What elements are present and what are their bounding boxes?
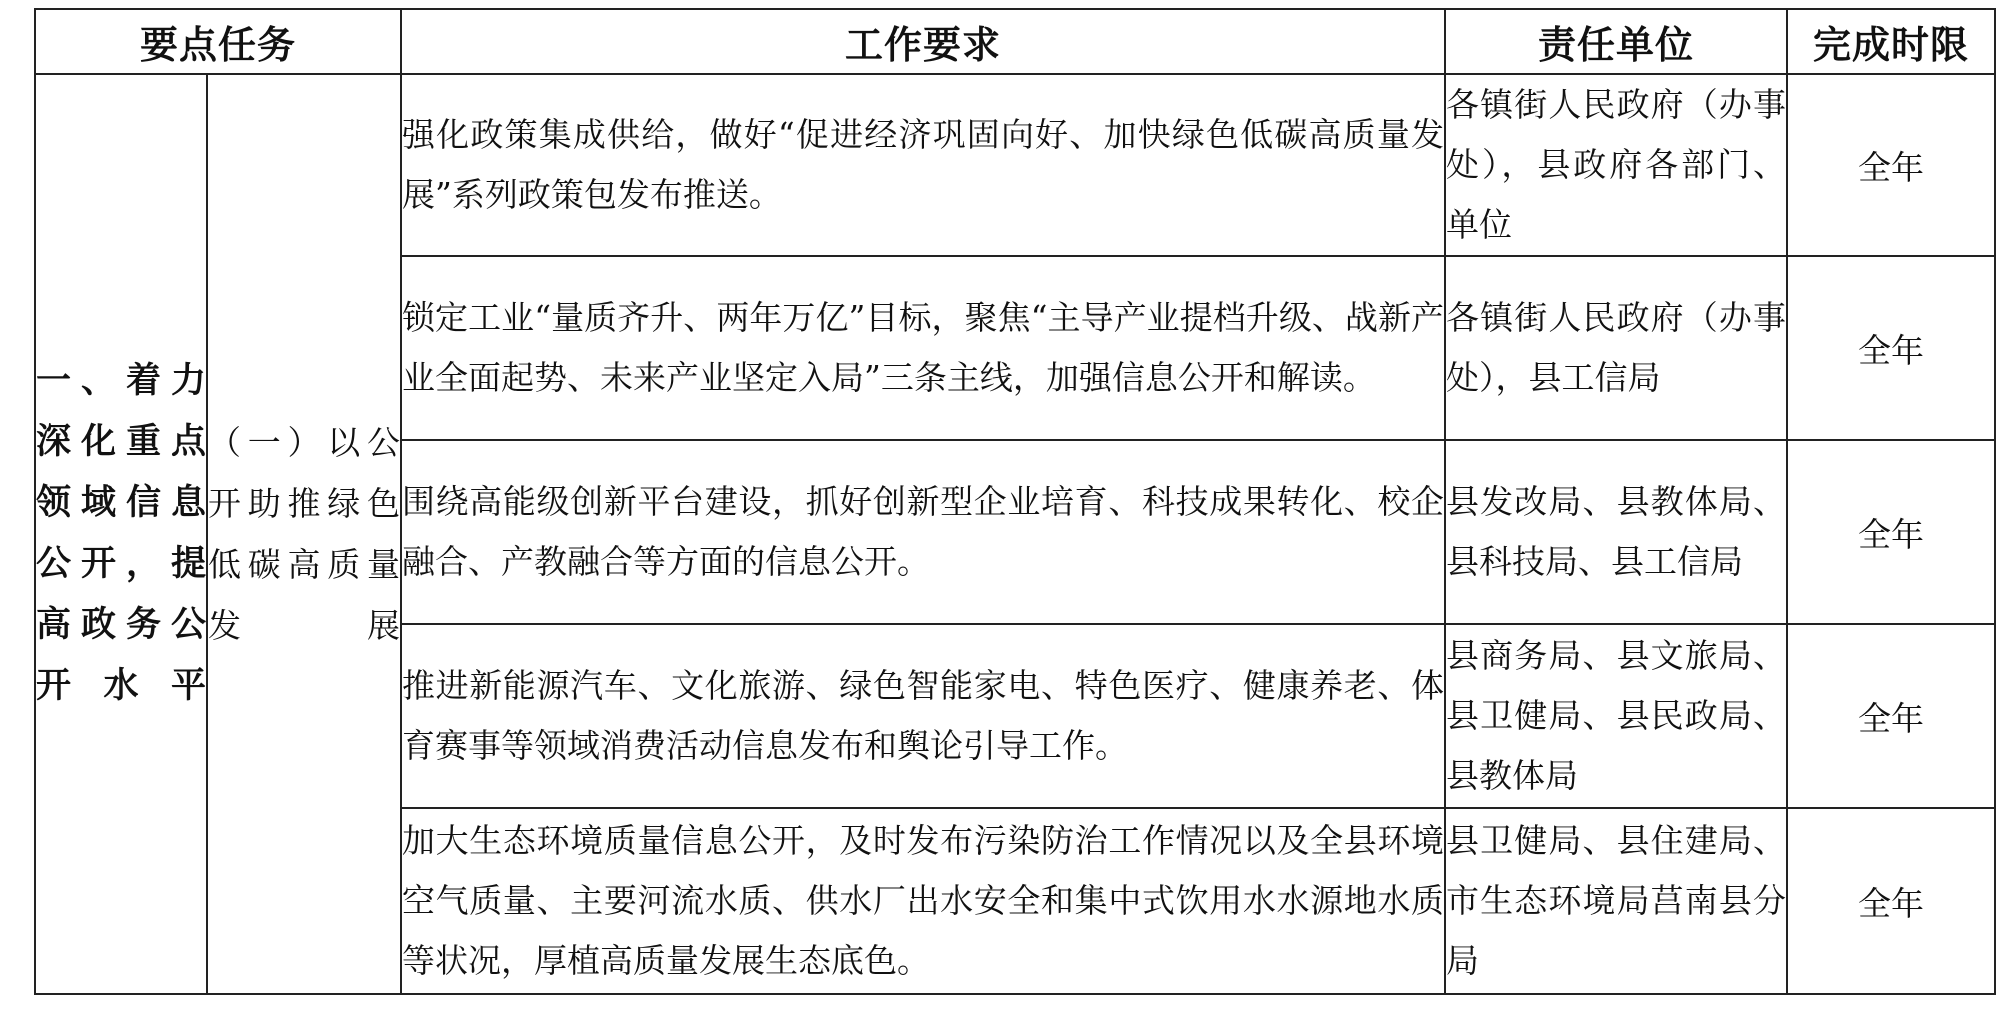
requirement-cell: 加大生态环境质量信息公开，及时发布污染防治工作情况以及全县环境空气质量、主要河流水质、供水厂出水安全和集中式饮用水水源地水质等状况，厚植高质量发展生态底色。 <box>401 808 1445 994</box>
requirement-cell: 推进新能源汽车、文化旅游、绿色智能家电、特色医疗、健康养老、体育赛事等领域消费活动信息发布和舆论引导工作。 <box>401 624 1445 808</box>
requirement-cell: 锁定工业“量质齐升、两年万亿”目标，聚焦“主导产业提档升级、战新产业全面起势、未来产业坚定入局”三条主线，加强信息公开和解读。 <box>401 256 1445 440</box>
responsible-unit-cell: 县商务局、县文旅局、县卫健局、县民政局、县教体局 <box>1445 624 1787 808</box>
requirement-cell: 围绕高能级创新平台建设，抓好创新型企业培育、科技成果转化、校企融合、产教融合等方面的信息公开。 <box>401 440 1445 624</box>
deadline-cell: 全年 <box>1787 440 1995 624</box>
responsible-unit-cell: 各镇街人民政府（办事处），县政府各部门、单位 <box>1445 74 1787 256</box>
deadline-cell: 全年 <box>1787 624 1995 808</box>
header-requirement: 工作要求 <box>401 9 1445 74</box>
task-category-level2: （一）以公开助推绿色低碳高质量发展 <box>207 74 401 994</box>
header-deadline: 完成时限 <box>1787 9 1995 74</box>
responsible-unit-cell: 县卫健局、县住建局、市生态环境局莒南县分局 <box>1445 808 1787 994</box>
deadline-cell: 全年 <box>1787 808 1995 994</box>
task-category-level1: 一、着力深化重点领域信息公开，提高政务公开水平 <box>35 74 207 994</box>
table-row <box>35 74 1995 256</box>
header-unit: 责任单位 <box>1445 9 1787 74</box>
responsible-unit-cell: 各镇街人民政府（办事处），县工信局 <box>1445 256 1787 440</box>
requirement-cell: 强化政策集成供给，做好“促进经济巩固向好、加快绿色低碳高质量发展”系列政策包发布推送。 <box>401 74 1445 256</box>
deadline-cell: 全年 <box>1787 256 1995 440</box>
responsible-unit-cell: 县发改局、县教体局、县科技局、县工信局 <box>1445 440 1787 624</box>
table-header-row <box>35 9 1995 74</box>
header-task: 要点任务 <box>35 9 401 74</box>
work-plan-table <box>34 8 1996 995</box>
deadline-cell: 全年 <box>1787 74 1995 256</box>
